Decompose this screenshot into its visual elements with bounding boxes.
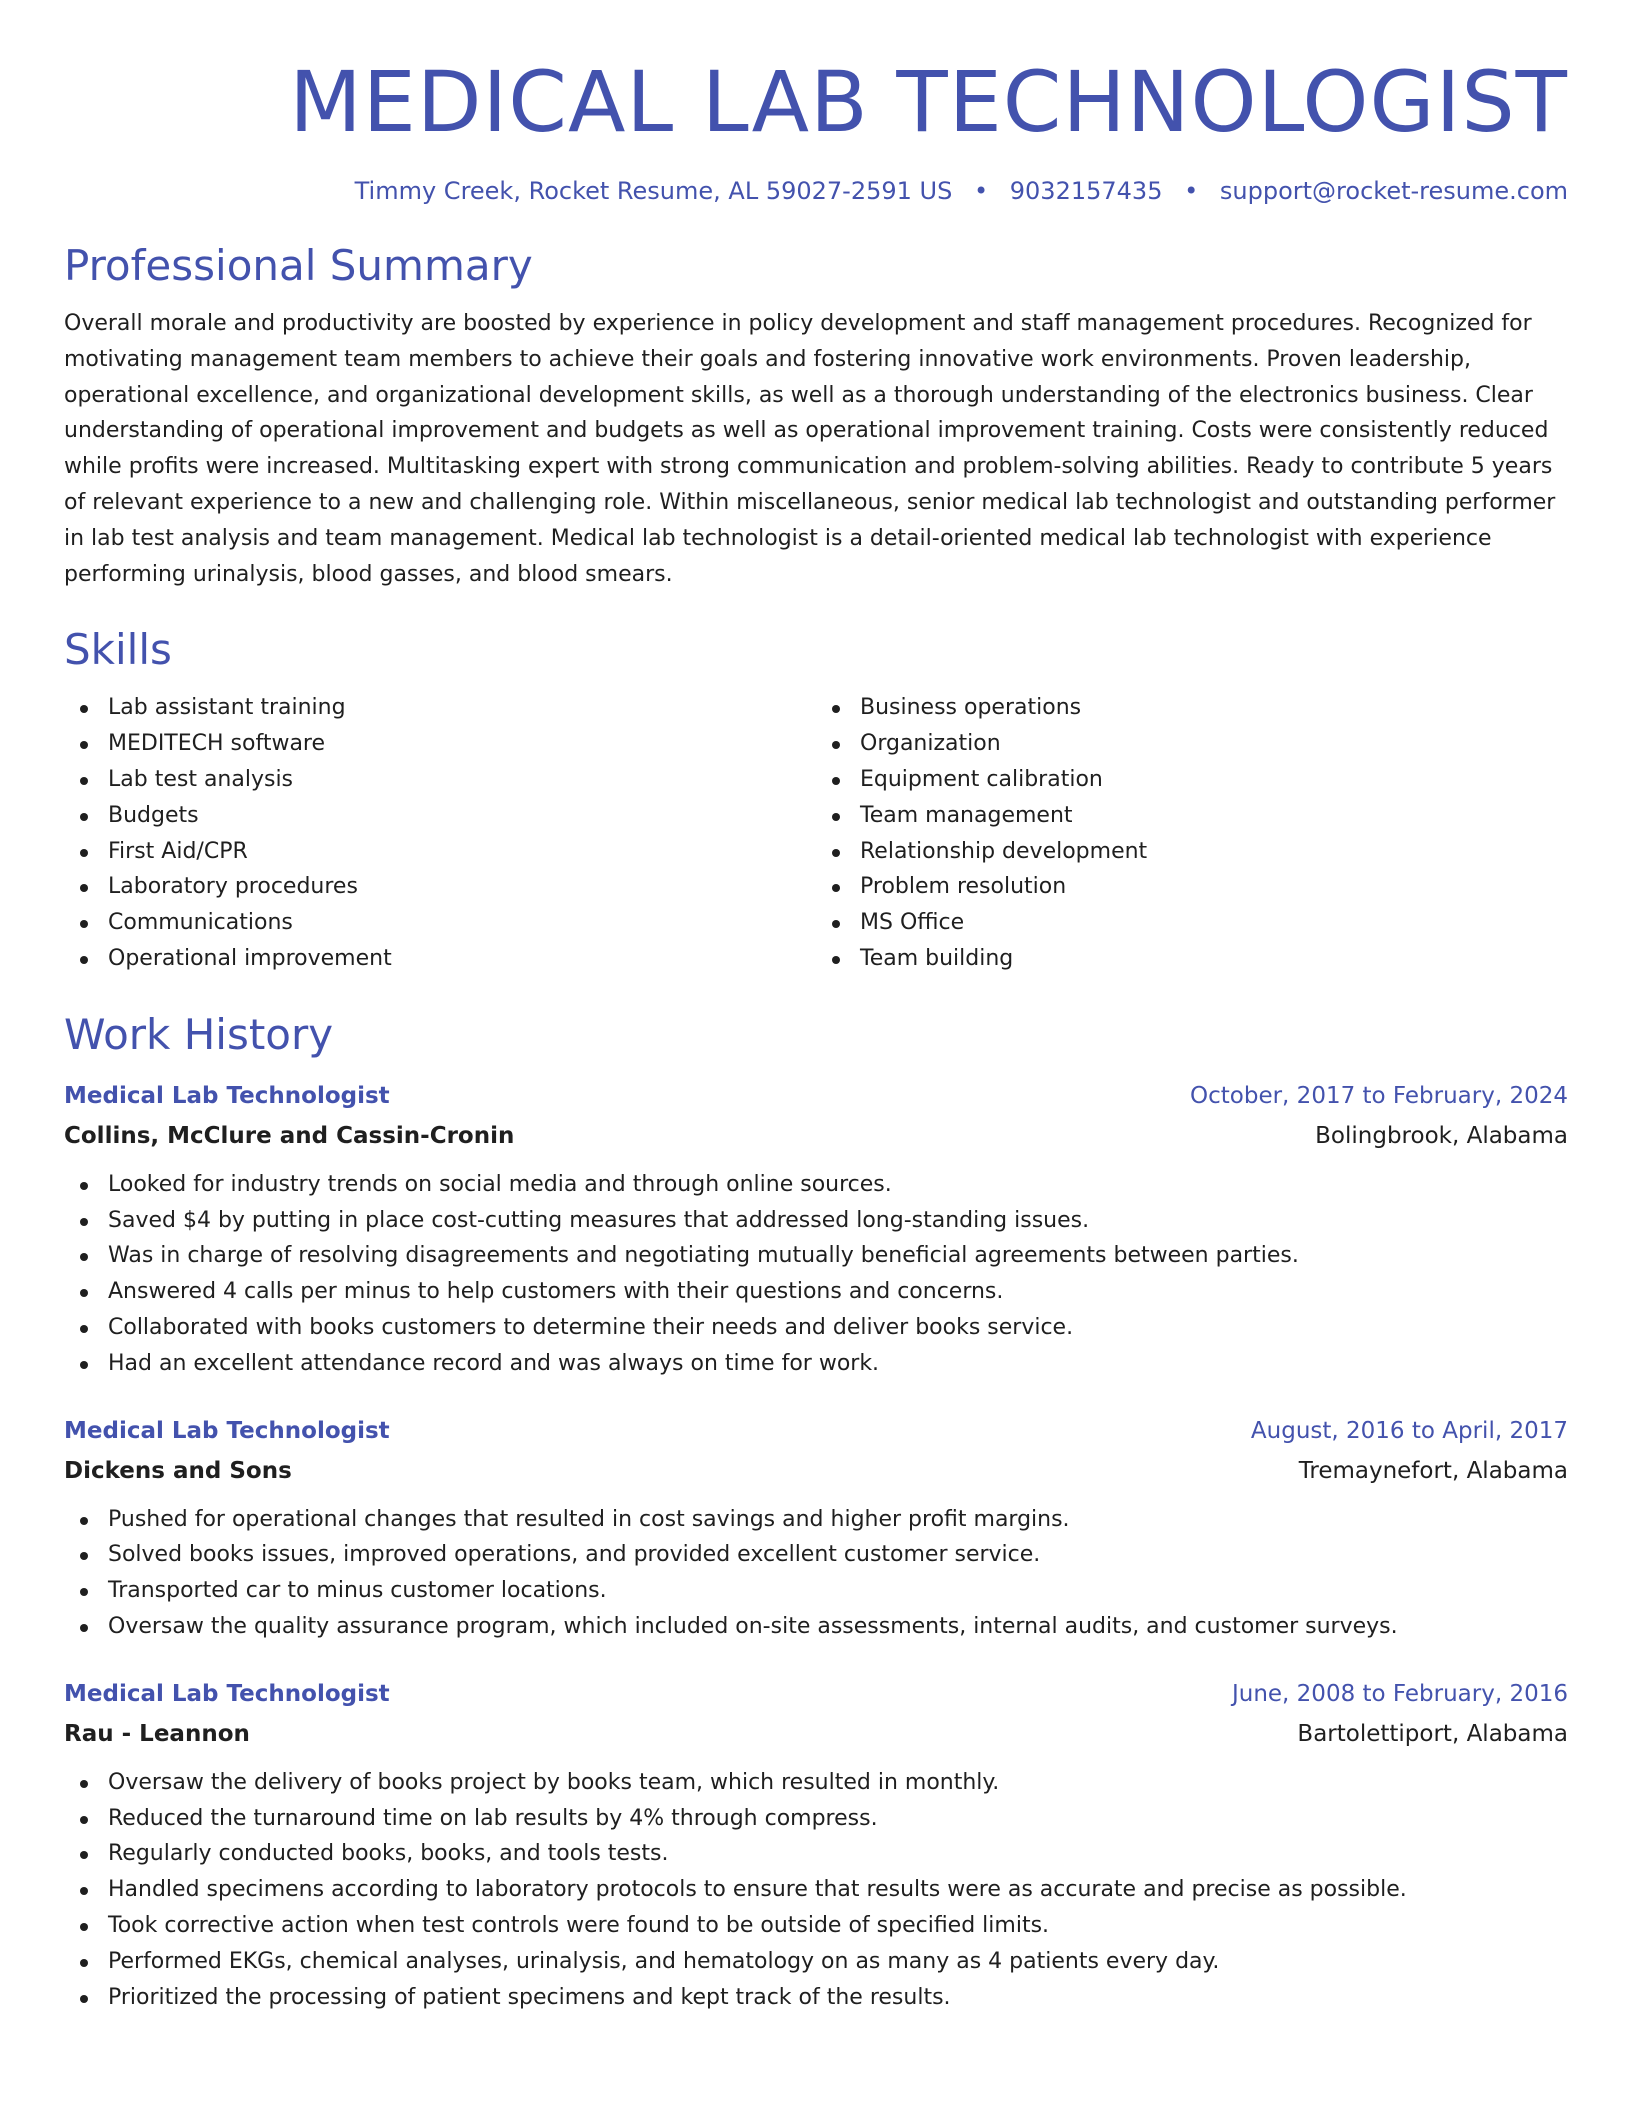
- job-bullet: Prioritized the processing of patient specimens and kept track of the results.: [64, 1980, 1568, 2016]
- section-title-work-history: Work History: [64, 1009, 334, 1059]
- skill-item: MS Office: [816, 905, 1568, 941]
- job-bullet: Pushed for operational changes that resulted in cost savings and higher profit margins.: [64, 1502, 1568, 1538]
- skill-item: Lab test analysis: [64, 762, 816, 798]
- skill-item: Laboratory procedures: [64, 869, 816, 905]
- contact-email: support@rocket-resume.com: [1219, 177, 1568, 205]
- professional-summary-section: [64, 240, 1568, 592]
- skills-column-left: [64, 690, 816, 976]
- skill-item: Organization: [816, 726, 1568, 762]
- job-company-row: [64, 1119, 1568, 1153]
- skill-item: Equipment calibration: [816, 762, 1568, 798]
- skill-item: Relationship development: [816, 834, 1568, 870]
- job-entry: [64, 1079, 1568, 1382]
- job-bullet: Oversaw the delivery of books project by books team, which resulted in monthly.: [64, 1765, 1568, 1801]
- job-entry: [64, 1677, 1568, 2016]
- skills-column-right: [816, 690, 1568, 976]
- job-title: Medical Lab Technologist: [64, 1417, 390, 1444]
- job-bullet: Was in charge of resolving disagreements and negotiating mutually beneficial agreements between parties.: [64, 1238, 1568, 1274]
- job-dates: October, 2017 to February, 2024: [1190, 1082, 1568, 1109]
- skill-item: Team building: [816, 941, 1568, 977]
- job-bullet: Performed EKGs, chemical analyses, urinalysis, and hematology on as many as 4 patients every day.: [64, 1944, 1568, 1980]
- skill-item: Operational improvement: [64, 941, 816, 977]
- skill-item: MEDITECH software: [64, 726, 816, 762]
- summary-text: Overall morale and productivity are boosted by experience in policy development and staff management procedures. Recognized for motivating management team members to achieve their goals and fostering innovative work environments. Proven leadership, operational excellence, and organizational development skills, as well as a thorough understanding of the electronics business. Clear understanding of operational improvement and budgets as well as operational improvement training. Costs were consistently reduced while profits were increased. Multitasking expert with strong communication and problem-solving abilities. Ready to contribute 5 years of relevant experience to a new and challenging role. Within miscellaneous, senior medical lab technologist and outstanding performer in lab test analysis and team management. Medical lab technologist is a detail-oriented medical lab technologist with experience performing urinalysis, blood gasses, and blood smears.: [64, 311, 1556, 587]
- job-title: Medical Lab Technologist: [64, 1082, 390, 1109]
- skill-item: Lab assistant training: [64, 690, 816, 726]
- job-entry: [64, 1414, 1568, 1645]
- job-bullet: Reduced the turnaround time on lab results by 4% through compress.: [64, 1801, 1568, 1837]
- job-bullet: Oversaw the quality assurance program, which included on-site assessments, internal audits, and customer surveys.: [64, 1609, 1568, 1645]
- job-location: Bartolettiport, Alabama: [1297, 1720, 1568, 1747]
- job-bullet: Collaborated with books customers to determine their needs and deliver books service.: [64, 1310, 1568, 1346]
- job-bullets: [64, 1502, 1568, 1645]
- job-title: Medical Lab Technologist: [64, 1680, 390, 1707]
- job-company: Rau - Leannon: [64, 1720, 250, 1747]
- job-bullet: Answered 4 calls per minus to help customers with their questions and concerns.: [64, 1274, 1568, 1310]
- job-bullets: [64, 1167, 1568, 1382]
- job-bullets: [64, 1765, 1568, 2016]
- skills-grid: [64, 690, 1568, 976]
- contact-separator: •: [1184, 177, 1199, 205]
- job-location: Tremaynefort, Alabama: [1298, 1457, 1568, 1484]
- job-bullet: Transported car to minus customer locations.: [64, 1573, 1568, 1609]
- skill-item: Business operations: [816, 690, 1568, 726]
- page-title: MEDICAL LAB TECHNOLOGIST: [289, 53, 1568, 151]
- contact-phone: 9032157435: [1009, 177, 1163, 205]
- contact-line: [64, 174, 1568, 208]
- job-bullet: Took corrective action when test controls were found to be outside of specified limits.: [64, 1908, 1568, 1944]
- skill-item: Communications: [64, 905, 816, 941]
- skill-item: Budgets: [64, 798, 816, 834]
- job-bullet: Solved books issues, improved operations, and provided excellent customer service.: [64, 1537, 1568, 1573]
- section-title-skills: Skills: [64, 625, 172, 675]
- section-title-summary: Professional Summary: [64, 241, 533, 290]
- job-header-row: [64, 1414, 1568, 1448]
- contact-address: Timmy Creek, Rocket Resume, AL 59027-2591 US: [354, 177, 953, 205]
- resume-header: [64, 50, 1568, 208]
- job-location: Bolingbrook, Alabama: [1315, 1122, 1568, 1149]
- job-dates: June, 2008 to February, 2016: [1231, 1680, 1568, 1707]
- job-header-row: [64, 1677, 1568, 1711]
- skill-item: Problem resolution: [816, 869, 1568, 905]
- job-bullet: Had an excellent attendance record and was always on time for work.: [64, 1346, 1568, 1382]
- work-history-section: [64, 1009, 1568, 2016]
- contact-separator: •: [973, 177, 989, 205]
- job-company-row: [64, 1717, 1568, 1751]
- skill-item: Team management: [816, 798, 1568, 834]
- job-bullet: Saved $4 by putting in place cost-cutting measures that addressed long-standing issues.: [64, 1203, 1568, 1239]
- job-company: Collins, McClure and Cassin-Cronin: [64, 1122, 515, 1149]
- job-dates: August, 2016 to April, 2017: [1250, 1417, 1568, 1444]
- job-company: Dickens and Sons: [64, 1457, 292, 1484]
- job-bullet: Handled specimens according to laboratory protocols to ensure that results were as accurate and precise as possible.: [64, 1872, 1568, 1908]
- job-bullet: Looked for industry trends on social media and through online sources.: [64, 1167, 1568, 1203]
- skills-section: [64, 624, 1568, 976]
- job-bullet: Regularly conducted books, books, and tools tests.: [64, 1836, 1568, 1872]
- job-header-row: [64, 1079, 1568, 1113]
- skill-item: First Aid/CPR: [64, 834, 816, 870]
- job-company-row: [64, 1454, 1568, 1488]
